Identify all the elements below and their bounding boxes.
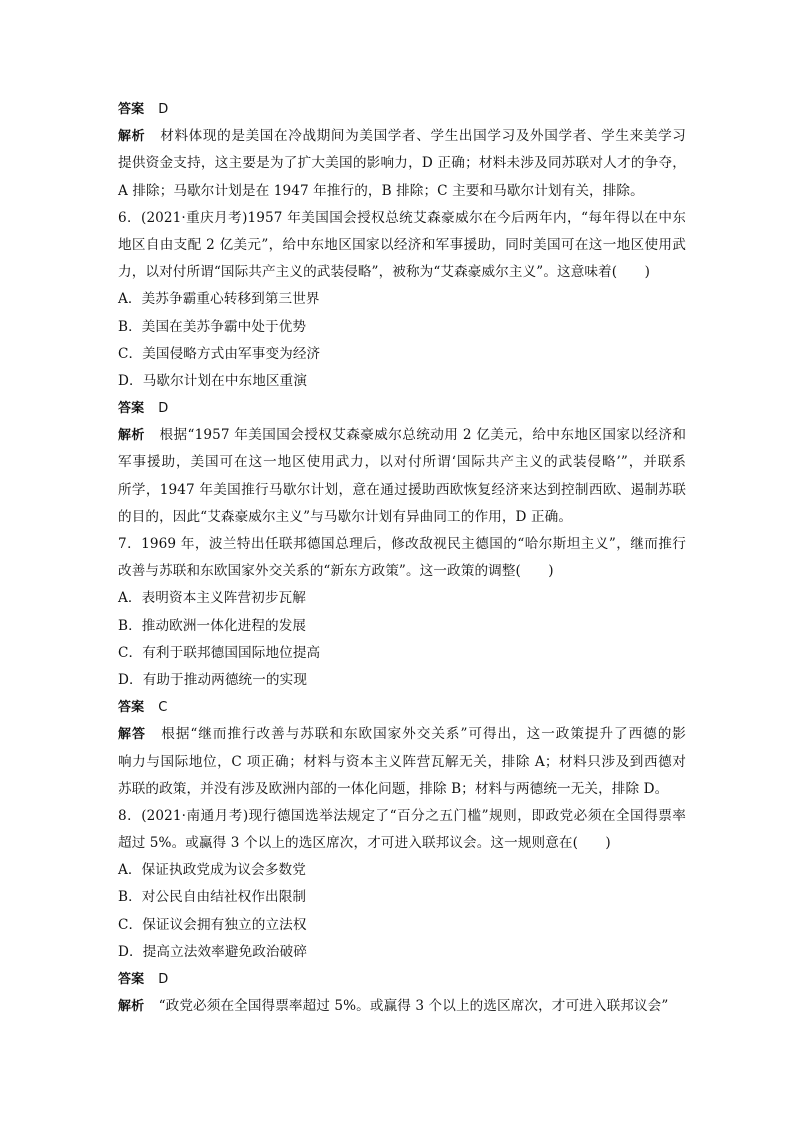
answer-label: 答案 [118, 102, 145, 117]
analysis-line: 军事援助，美国可在这一地区使用武力，以对付所谓‘国际共产主义的武装侵略’”，并联系 [118, 454, 686, 471]
analysis-line: 响力与国际地位，C 项正确；材料与资本主义阵营瓦解无关，排除 A；材料只涉及到西德对 [118, 753, 686, 770]
analysis-line: 所学，1947 年美国推行马歇尔计划，意在通过援助西欧恢复经济来达到控制西欧、遏制苏联 [118, 481, 686, 498]
answer-label: 答案 [118, 700, 145, 716]
option-a: A．美苏争霸重心转移到第三世界 [118, 291, 320, 308]
option-d: D．提高立法效率避免政治破碎 [118, 943, 308, 960]
answer-value: D [158, 401, 169, 417]
question-stem-line: 改善与苏联和东欧国家外交关系的“新东方政策”。这一政策的调整( ) [118, 563, 554, 580]
option-c: C．有利于联邦德国国际地位提高 [118, 644, 321, 661]
analysis-text: “政党必须在全国得票率超过 5%。或赢得 3 个以上的选区席次，才可进入联邦议会” [158, 998, 669, 1015]
answer-label: 答案 [118, 401, 145, 417]
option-b: B．对公民自由结社权作出限制 [118, 889, 307, 906]
analysis-line [118, 993, 686, 1020]
analysis-label: 解析 [118, 999, 145, 1015]
analysis-text: 材料体现的是美国在冷战期间为美国学者、学生出国学习及外国学者、学生来美学习 [160, 128, 686, 145]
analysis-label: 解析 [118, 129, 146, 145]
answer-line [118, 96, 686, 123]
question-stem-line: 6．(2021·重庆月考)1957 年美国国会授权总统艾森豪威尔在今后两年内，“每年得以在中东 [118, 209, 686, 226]
analysis-line [118, 123, 686, 150]
answer-line [118, 694, 686, 721]
question-stem-line: 7．1969 年，波兰特出任联邦德国总理后，修改敌视民主德国的“哈尔斯坦主义”，继而推行 [118, 536, 686, 552]
option-c: C．保证议会拥有独立的立法权 [118, 916, 307, 933]
answer-value: D [158, 102, 169, 117]
answer-line [118, 966, 686, 993]
analysis-label: 解析 [118, 428, 145, 444]
answer-label: 答案 [118, 972, 145, 987]
analysis-text: 根据“1957 年美国国会授权艾森豪威尔总统动用 2 亿美元，给中东地区国家以经济和 [159, 427, 687, 444]
question-stem-line: 8．(2021·南通月考)现行德国选举法规定了“百分之五门槛”规则，即政党必须在全国得票率 [118, 807, 686, 824]
question-stem-line: 力，以对付所谓“国际共产主义的武装侵略”，被称为“艾森豪威尔主义”。这意味着( ) [118, 264, 650, 281]
analysis-label: 解答 [118, 727, 146, 743]
analysis-line: 苏联的政策，并没有涉及欧洲内部的一体化问题，排除 B；材料与两德统一无关，排除 D。 [118, 780, 669, 797]
question-stem-line: 超过 5%。或赢得 3 个以上的选区席次，才可进入联邦议会。这一规则意在( ) [118, 835, 611, 852]
analysis-text: 根据“继而推行改善与苏联和东欧国家外交关系”可得出，这一政策提升了西德的影 [161, 726, 686, 743]
analysis-line: 提供资金支持，这主要是为了扩大美国的影响力，D 正确；材料未涉及同苏联对人才的争夺， [118, 155, 686, 172]
question-stem-line: 地区自由支配 2 亿美元”，给中东地区国家以经济和军事援助，同时美国可在这一地区使用武 [118, 236, 686, 253]
option-a: A．保证执政党成为议会多数党 [118, 862, 306, 879]
analysis-line [118, 422, 686, 449]
answer-value: C [158, 700, 168, 716]
option-d: D．有助于推动两德统一的实现 [118, 671, 308, 688]
option-c: C．美国侵略方式由军事变为经济 [118, 345, 321, 362]
analysis-line: A 排除；马歇尔计划是在 1947 年推行的，B 排除；C 主要和马歇尔计划有关，排除。 [118, 182, 644, 199]
option-b: B．推动欧洲一体化进程的发展 [118, 617, 307, 634]
option-b: B．美国在美苏争霸中处于优势 [118, 318, 307, 335]
option-a: A．表明资本主义阵营初步瓦解 [118, 590, 306, 607]
analysis-line: 的目的，因此“艾森豪威尔主义”与马歇尔计划有异曲同工的作用，D 正确。 [118, 508, 573, 525]
document-page [118, 96, 686, 1020]
answer-line [118, 395, 686, 422]
analysis-line [118, 721, 686, 748]
option-d: D．马歇尔计划在中东地区重演 [118, 372, 308, 389]
answer-value: D [158, 972, 169, 987]
